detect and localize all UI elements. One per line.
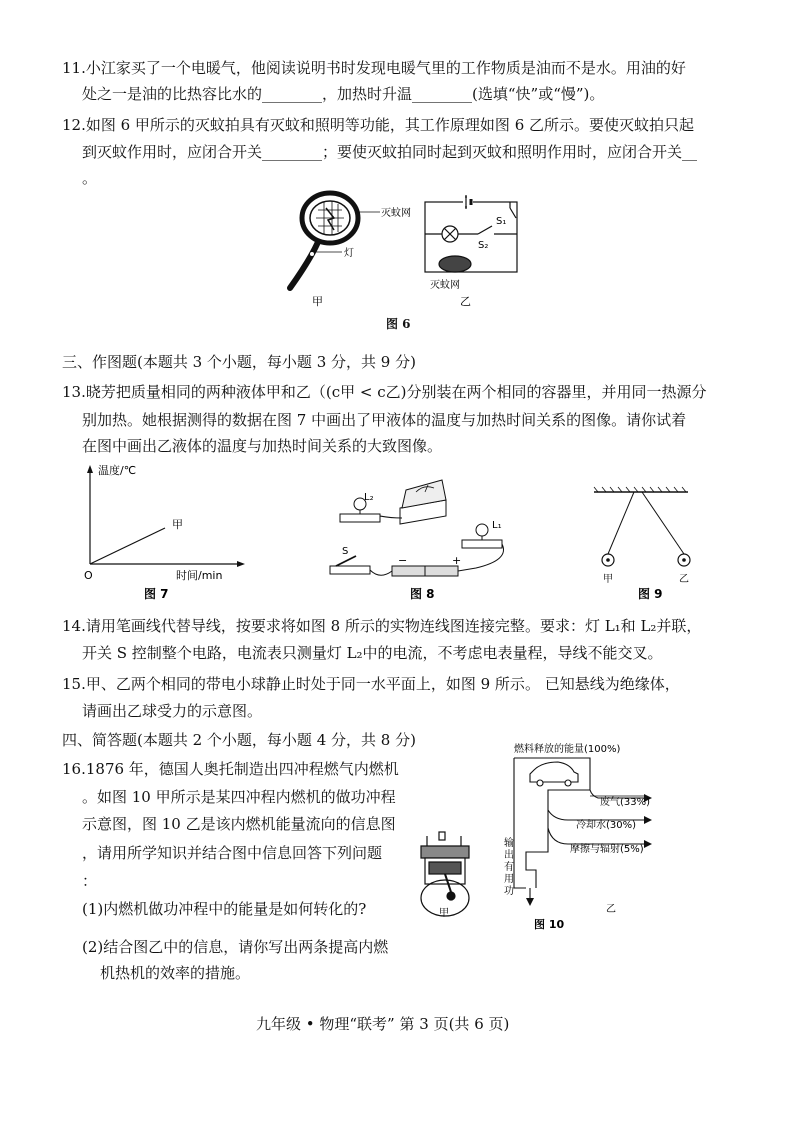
fig10-yi-label: 乙 [606,904,616,915]
q15-line2: 请画出乙球受力的示意图。 [82,702,263,720]
fig8-switch-base [330,566,370,574]
q16-sub2a: (2)结合图乙中的信息，请你写出两条提高内燃 [82,938,389,956]
fig8-minus-label: − [398,554,408,567]
fig7-y-arrow [87,465,93,473]
q14-line2: 开关 S 控制整个电路，电流表只测量灯 L₂中的电流，不考虑电表量程，导线不能交叉。 [82,644,663,662]
section3-heading: 三、作图题(本题共 3 个小题，每小题 3 分，共 9 分) [62,353,416,371]
q16-line4: ，请用所学知识并结合图中信息回答下列问题 [82,844,383,862]
fig8-caption: 图 8 [410,587,435,601]
q16-line1: 16.1876 年，德国人奥托制造出四冲程燃气内燃机 [62,760,399,778]
q11-line2: 处之一是油的比热容比水的________，加热时升温________(选填“快”或“慢”)。 [82,85,605,103]
q12-line1: 12.如图 6 甲所示的灭蚊拍具有灭蚊和照明等功能，其工作原理如图 6 乙所示。要使灭蚊拍只起 [62,116,695,134]
fig7-origin: O [84,569,93,582]
q15-line1: 15.甲、乙两个相同的带电小球静止时处于同一水平面上，如图 9 所示。 已知悬线为绝缘体， [62,675,680,693]
fig10-useful-5: 功 [504,886,514,897]
q13-line3: 在图中画出乙液体的温度与加热时间关系的大致图像。 [82,437,443,455]
q12-line2: 到灭蚊作用时，应闭合开关________；要使灭蚊拍同时起到灭蚊和照明作用时，应闭合开关__ [82,143,698,161]
fig6-yi-label: 乙 [460,295,471,308]
fig9-jia-label: 甲 [603,574,613,585]
figure-10-energy-flow [498,740,668,935]
fig6-jia-label: 甲 [312,295,323,308]
fig10-jia-label: 甲 [439,908,449,919]
section4-heading: 四、简答题(本题共 2 个小题，每小题 4 分，共 8 分) [62,731,416,749]
fig6-caption: 图 6 [386,317,411,331]
fig7-xlabel: 时间/min [176,569,223,582]
fig6-net-label: 灭蚊网 [381,208,411,219]
fig7-x-arrow [237,561,245,567]
fig9-thread-jia [608,492,634,554]
fig8-l2-base [340,514,380,522]
fig8-l1-base [462,540,502,548]
fig8-l2-label: L₂ [364,492,374,503]
fig7-ylabel: 温度/℃ [98,464,137,477]
fig10-useful-1: 输 [504,838,514,849]
fig6-net-label-2: 灭蚊网 [430,280,460,291]
fig8-s-label: S [342,546,349,557]
q16-line2: 。如图 10 甲所示是某四冲程内燃机的做功冲程 [82,788,396,806]
fig10-waste-gas-label: 废气(33%) [600,797,651,808]
q16-line3: 示意图，图 10 乙是该内燃机能量流向的信息图 [82,815,396,833]
mosquito-racket-circuit [425,195,517,272]
fig9-caption: 图 9 [638,587,663,601]
fig7-caption: 图 7 [144,587,169,601]
fig10-friction-label: 摩擦与辐射(5%) [570,844,644,855]
figure-10-engine [413,828,485,920]
fig8-l1-label: L₁ [492,520,502,531]
fig10-caption: 图 10 [534,918,565,931]
figure-9 [586,484,696,604]
q14-line1: 14.请用笔画线代替导线，按要求将如图 8 所示的实物连线图连接完整。要求：灯 L₁和 L₂并联， [62,617,702,635]
fig10-cooling-label: 冷却水(30%) [576,820,637,831]
fig7-jia-line [90,528,165,564]
fig10-cooling-branch [548,810,644,820]
q13-line2: 别加热。她根据测得的数据在图 7 中画出了甲液体的温度与加热时间关系的图像。请你试着 [82,411,687,429]
fig8-plus-label: + [452,554,462,567]
fig10-title: 燃料释放的能量(100%) [514,744,621,755]
fig10-useful-3: 有 [504,862,514,873]
mosquito-racket-illustration [290,193,380,288]
fig6-s1-label: S₁ [496,216,507,227]
fig9-thread-yi [642,492,684,554]
q16-sub1: (1)内燃机做功冲程中的能量是如何转化的? [82,900,367,918]
page-footer: 九年级 • 物理“联考” 第 3 页(共 6 页) [256,1015,510,1033]
figure-8 [326,470,516,605]
fig7-jia-label: 甲 [172,518,183,531]
figure-6 [280,190,530,315]
fig6-s2-label: S₂ [478,240,489,251]
q12-line3: 。 [82,169,98,187]
fig9-yi-label: 乙 [679,574,689,585]
q16-sub2b: 机热机的效率的措施。 [100,964,251,982]
fig6-lamp-label: 灯 [344,248,354,259]
q11-line1: 11.小江家买了一个电暖气，他阅读说明书时发现电暖气里的工作物质是油而不是水。用油的好 [62,59,686,77]
q16-line5: ： [82,872,98,890]
fig8-l1-bulb [476,524,488,536]
fig10-useful-4: 用 [504,874,514,885]
fig10-useful-2: 出 [504,850,514,861]
q13-line1: 13.晓芳把质量相同的两种液体甲和乙（(c甲 < c乙)分别装在两个相同的容器里，并用同一热源分 [62,383,707,401]
figure-7 [80,462,250,607]
